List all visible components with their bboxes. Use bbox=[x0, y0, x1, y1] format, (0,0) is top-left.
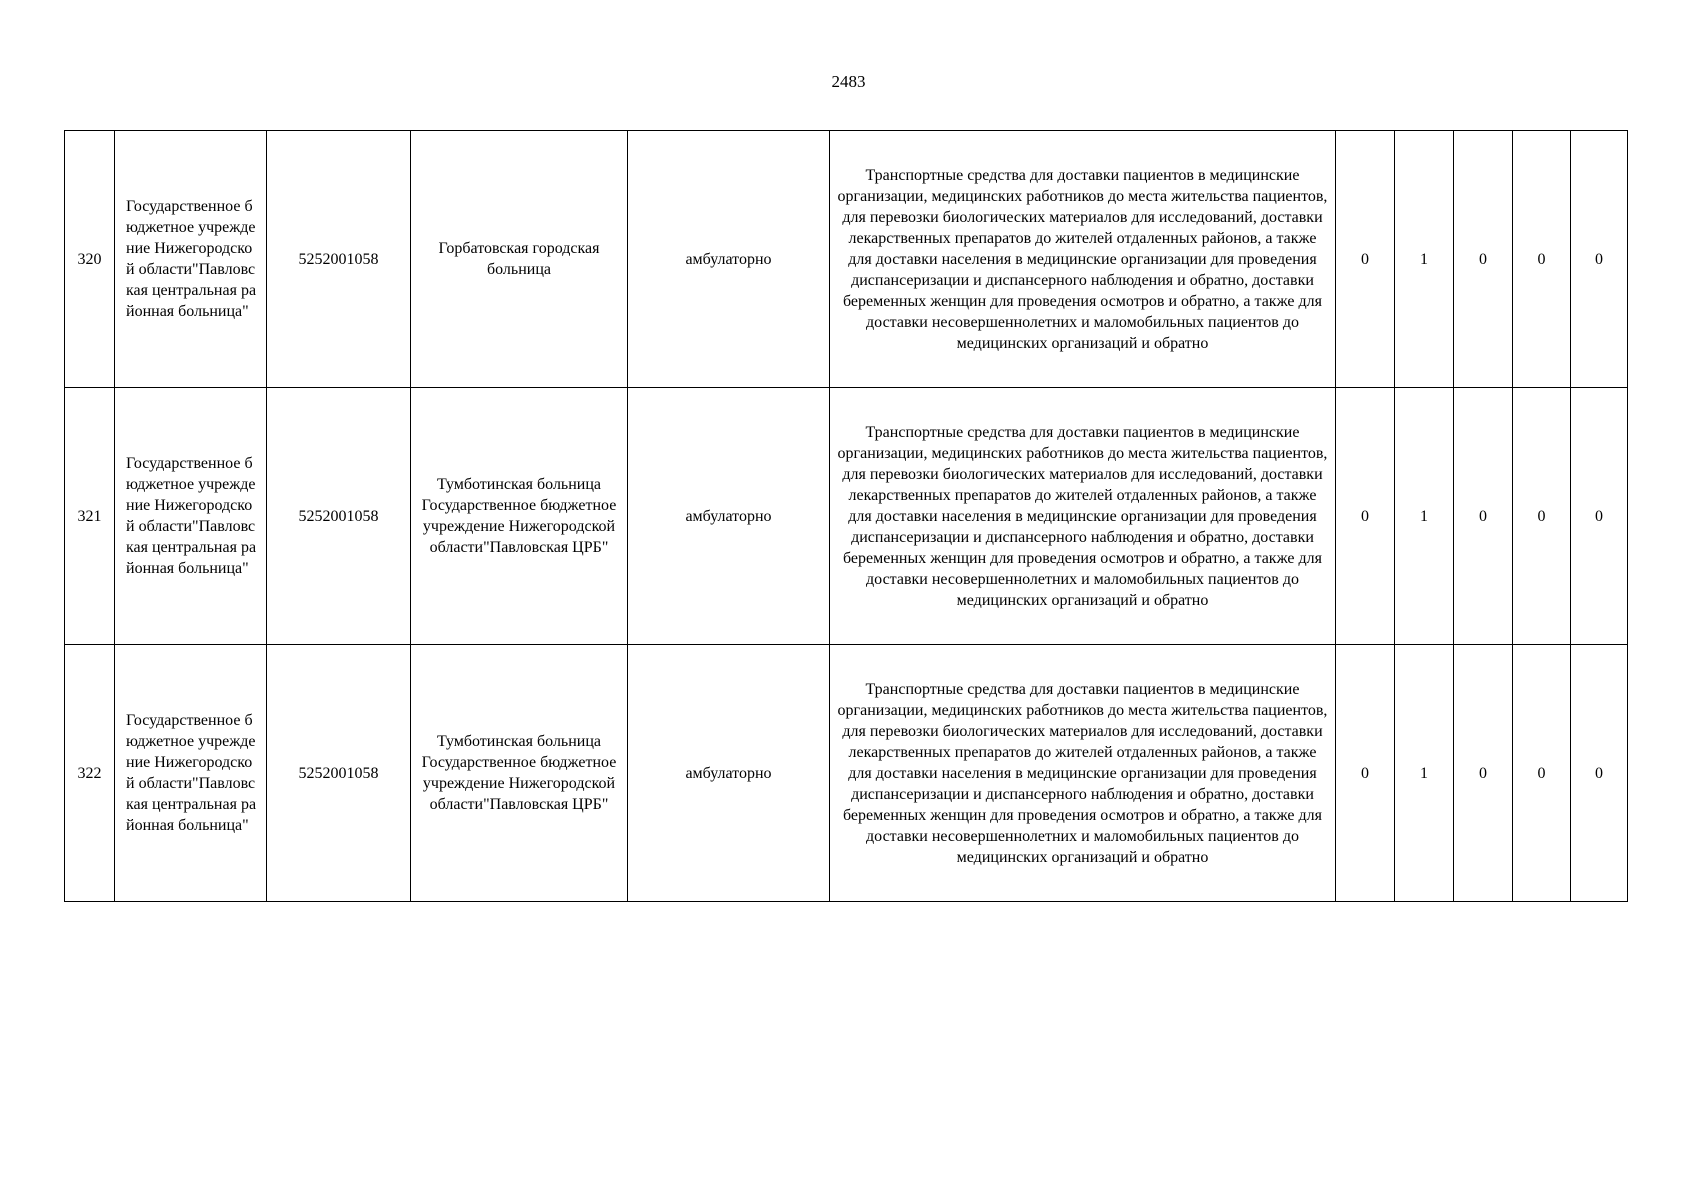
page-number: 2483 bbox=[831, 72, 866, 91]
value-cell-4: 0 bbox=[1513, 388, 1571, 645]
value-cell-3: 0 bbox=[1454, 388, 1513, 645]
value-cell-4: 0 bbox=[1513, 131, 1571, 388]
value-cell-5: 0 bbox=[1571, 645, 1628, 902]
vehicle-purpose: Транспортные средства для доставки пациентов в медицинские организации, медицинских работников до места жительства пациентов, для перевозки биологических материалов для исследований, доставки лекарственных препаратов до жителей отдаленных районов, а также для доставки населения в медицинские организации для проведения диспансеризации и диспансерного наблюдения и обратно, доставки беременных женщин для проведения осмотров и обратно, а также для доставки несовершеннолетних и маломобильных пациентов до медицинских организаций и обратно bbox=[830, 131, 1336, 388]
vehicle-purpose: Транспортные средства для доставки пациентов в медицинские организации, медицинских работников до места жительства пациентов, для перевозки биологических материалов для исследований, доставки лекарственных препаратов до жителей отдаленных районов, а также для доставки населения в медицинские организации для проведения диспансеризации и диспансерного наблюдения и обратно, доставки беременных женщин для проведения осмотров и обратно, а также для доставки несовершеннолетних и маломобильных пациентов до медицинских организаций и обратно bbox=[830, 388, 1336, 645]
value-cell-2: 1 bbox=[1395, 131, 1454, 388]
value-cell-2: 1 bbox=[1395, 645, 1454, 902]
value-cell-5: 0 bbox=[1571, 388, 1628, 645]
inn-code: 5252001058 bbox=[267, 388, 411, 645]
value-cell-5: 0 bbox=[1571, 131, 1628, 388]
value-cell-4: 0 bbox=[1513, 645, 1571, 902]
table-row bbox=[65, 645, 1628, 902]
value-cell-1: 0 bbox=[1336, 131, 1395, 388]
care-type: амбулаторно bbox=[628, 645, 830, 902]
inn-code: 5252001058 bbox=[267, 131, 411, 388]
vehicle-purpose: Транспортные средства для доставки пациентов в медицинские организации, медицинских работников до места жительства пациентов, для перевозки биологических материалов для исследований, доставки лекарственных препаратов до жителей отдаленных районов, а также для доставки населения в медицинские организации для проведения диспансеризации и диспансерного наблюдения и обратно, доставки беременных женщин для проведения осмотров и обратно, а также для доставки несовершеннолетних и маломобильных пациентов до медицинских организаций и обратно bbox=[830, 645, 1336, 902]
value-cell-1: 0 bbox=[1336, 645, 1395, 902]
organization-name: Государственное бюджетное учреждение Нижегородской области"Павловская центральная районная больница" bbox=[115, 388, 267, 645]
table-row bbox=[65, 388, 1628, 645]
data-table bbox=[64, 130, 1628, 902]
value-cell-3: 0 bbox=[1454, 645, 1513, 902]
care-type: амбулаторно bbox=[628, 388, 830, 645]
value-cell-1: 0 bbox=[1336, 388, 1395, 645]
organization-name: Государственное бюджетное учреждение Нижегородской области"Павловская центральная районная больница" bbox=[115, 131, 267, 388]
value-cell-3: 0 bbox=[1454, 131, 1513, 388]
inn-code: 5252001058 bbox=[267, 645, 411, 902]
row-number: 320 bbox=[65, 131, 115, 388]
care-type: амбулаторно bbox=[628, 131, 830, 388]
facility-name: Тумботинская больница Государственное бюджетное учреждение Нижегородской области"Павловская ЦРБ" bbox=[411, 645, 628, 902]
organization-name: Государственное бюджетное учреждение Нижегородской области"Павловская центральная районная больница" bbox=[115, 645, 267, 902]
table-row bbox=[65, 131, 1628, 388]
row-number: 321 bbox=[65, 388, 115, 645]
facility-name: Горбатовская городская больница bbox=[411, 131, 628, 388]
value-cell-2: 1 bbox=[1395, 388, 1454, 645]
row-number: 322 bbox=[65, 645, 115, 902]
facility-name: Тумботинская больница Государственное бюджетное учреждение Нижегородской области"Павловская ЦРБ" bbox=[411, 388, 628, 645]
